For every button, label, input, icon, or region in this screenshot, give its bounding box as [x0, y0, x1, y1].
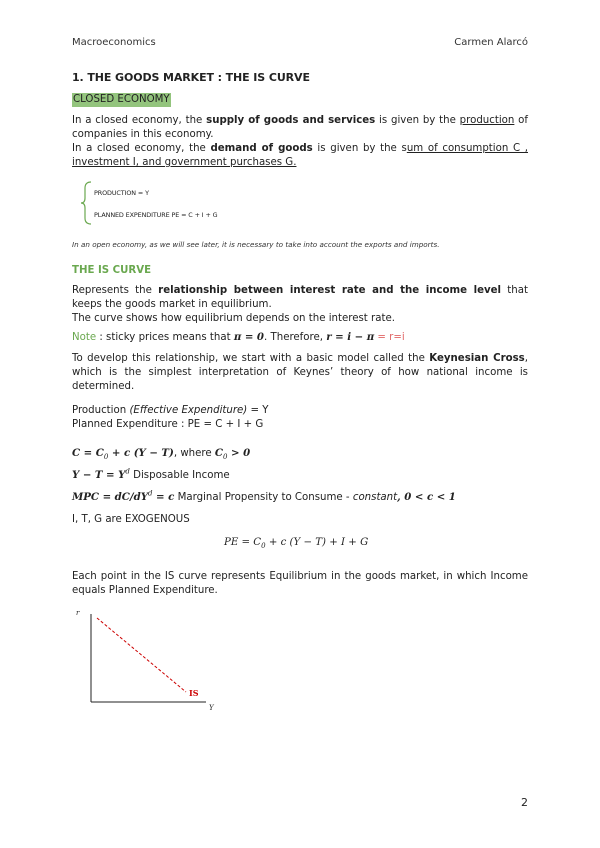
is-curve-label: IS: [189, 688, 199, 698]
consumption-equation: $C = C_0 + c$ (Y − T), where $C_0 > 0$: [72, 447, 251, 462]
closed-economy-tag: CLOSED ECONOMY: [73, 94, 170, 105]
curly-brace-icon: [80, 180, 94, 226]
header-left: Macroeconomics: [72, 37, 156, 48]
exogenous-line: I, T, G are EXOGENOUS: [72, 514, 190, 525]
demand-paragraph: In a closed economy, the demand of goods is given by the sum of consumption C , investment I, and government purchases G.: [72, 143, 529, 168]
brace-line-planned: PLANNED EXPENDITURE PE = C + I + G: [94, 211, 218, 219]
is-definition: Represents the relationship between interest rate and the income level that keeps the goods market in equilibrium.: [72, 285, 528, 310]
open-economy-note: In an open economy, as we will see later, it is necessary to take into account the exports and imports.: [72, 240, 440, 249]
is-curve-line-mark: [97, 618, 186, 692]
y-axis-label: r: [76, 609, 80, 617]
production-line: Production (Effective Expenditure) = Y: [72, 405, 269, 416]
keynesian-paragraph: To develop this relationship, we start with a basic model called the Keynesian Cross, which is the simplest interpretation of Keynes’ theory of how national income is determined.: [72, 353, 528, 392]
is-curve-title: THE IS CURVE: [72, 265, 152, 276]
section-title: 1. THE GOODS MARKET : THE IS CURVE: [72, 71, 310, 84]
equilibrium-paragraph: Each point in the IS curve represents Equilibrium in the goods market, in which Income equals Planned Expenditure.: [72, 571, 528, 596]
supply-paragraph: In a closed economy, the supply of goods and services is given by the production of companies in this economy.: [72, 115, 528, 140]
brace-line-production: PRODUCTION = Y: [94, 189, 149, 197]
header-right: Carmen Alarcó: [454, 37, 528, 48]
pe-equation: PE = $C_0 + c$ (Y − T) + I + G: [224, 537, 369, 551]
disposable-income-equation: $Y - T = Y^d$ Disposable Income: [72, 467, 230, 481]
is-curve-graph: [70, 606, 220, 716]
x-axis-label: Y: [209, 704, 214, 712]
note-line: Note : sticky prices means that π = 0. Therefore, r = i − π = r=i: [72, 331, 405, 343]
mpc-equation: MPC = $dC/dY^d = c$ Marginal Propensity to Consume - constant, 0 < c < 1: [72, 489, 456, 503]
page-number: 2: [521, 796, 528, 809]
is-curve-line: The curve shows how equilibrium depends on the interest rate.: [72, 313, 395, 324]
planned-line: Planned Expenditure : PE = C + I + G: [72, 419, 264, 430]
